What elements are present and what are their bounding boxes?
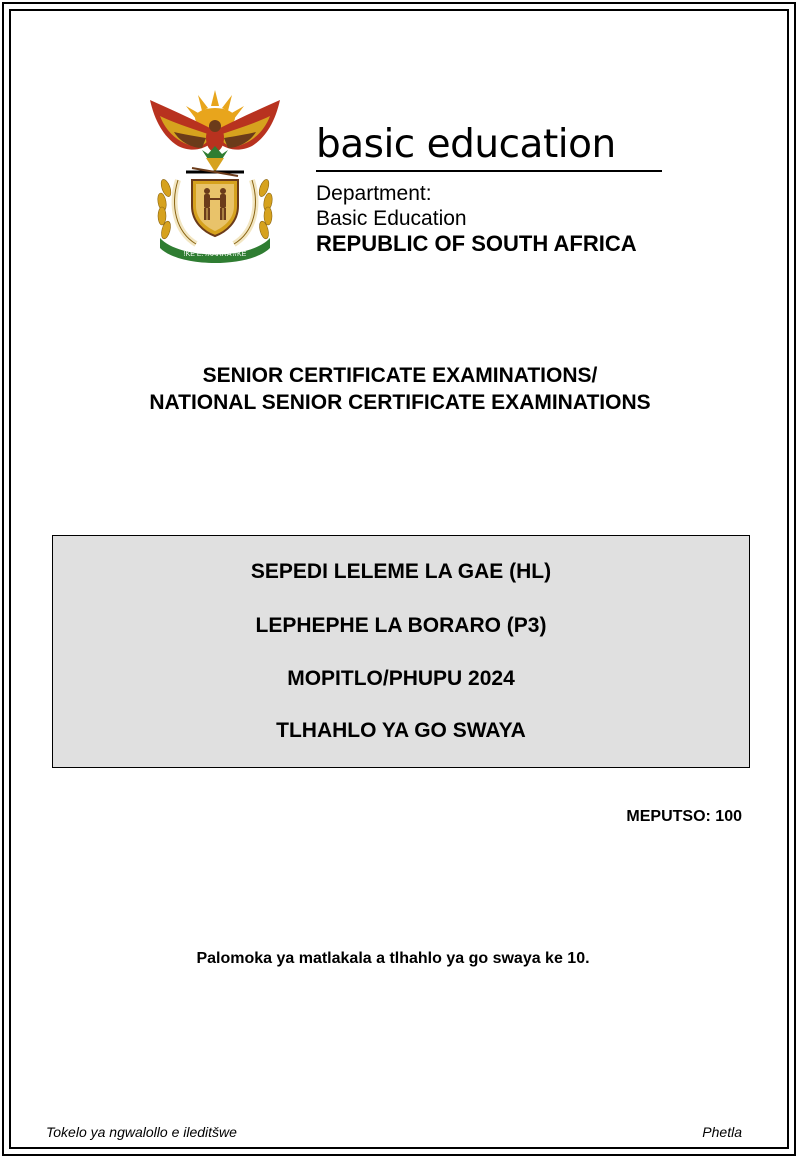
header-logo-block bbox=[140, 88, 680, 268]
department-label: Department: bbox=[316, 182, 432, 205]
subject-box bbox=[52, 535, 750, 768]
paper-number: LEPHEPHE LA BORARO (P3) bbox=[255, 614, 547, 637]
country-name: REPUBLIC OF SOUTH AFRICA bbox=[316, 231, 637, 256]
coat-of-arms-icon bbox=[140, 88, 290, 266]
document-type: TLHAHLO YA GO SWAYA bbox=[276, 719, 526, 742]
brand-divider bbox=[316, 170, 662, 172]
brand-title: basic education bbox=[316, 122, 616, 167]
exam-title-line2: NATIONAL SENIOR CERTIFICATE EXAMINATIONS bbox=[149, 391, 651, 414]
copyright-notice: Tokelo ya ngwalollo e ileditšwe bbox=[46, 1124, 237, 1140]
page-count-note: Palomoka ya matlakala a tlhahlo ya go swaya ke 10. bbox=[196, 950, 590, 967]
subject-name: SEPEDI LELEME LA GAE (HL) bbox=[250, 560, 552, 583]
exam-session: MOPITLO/PHUPU 2024 bbox=[287, 667, 515, 690]
turn-page-note: Phetla bbox=[702, 1124, 742, 1140]
coat-of-arms-motto: !KE E: /XARRA //KE bbox=[183, 251, 247, 258]
department-name: Basic Education bbox=[316, 207, 467, 230]
total-marks: MEPUTSO: 100 bbox=[626, 808, 742, 825]
exam-title-line1: SENIOR CERTIFICATE EXAMINATIONS/ bbox=[202, 364, 598, 387]
brand-block bbox=[316, 122, 666, 257]
